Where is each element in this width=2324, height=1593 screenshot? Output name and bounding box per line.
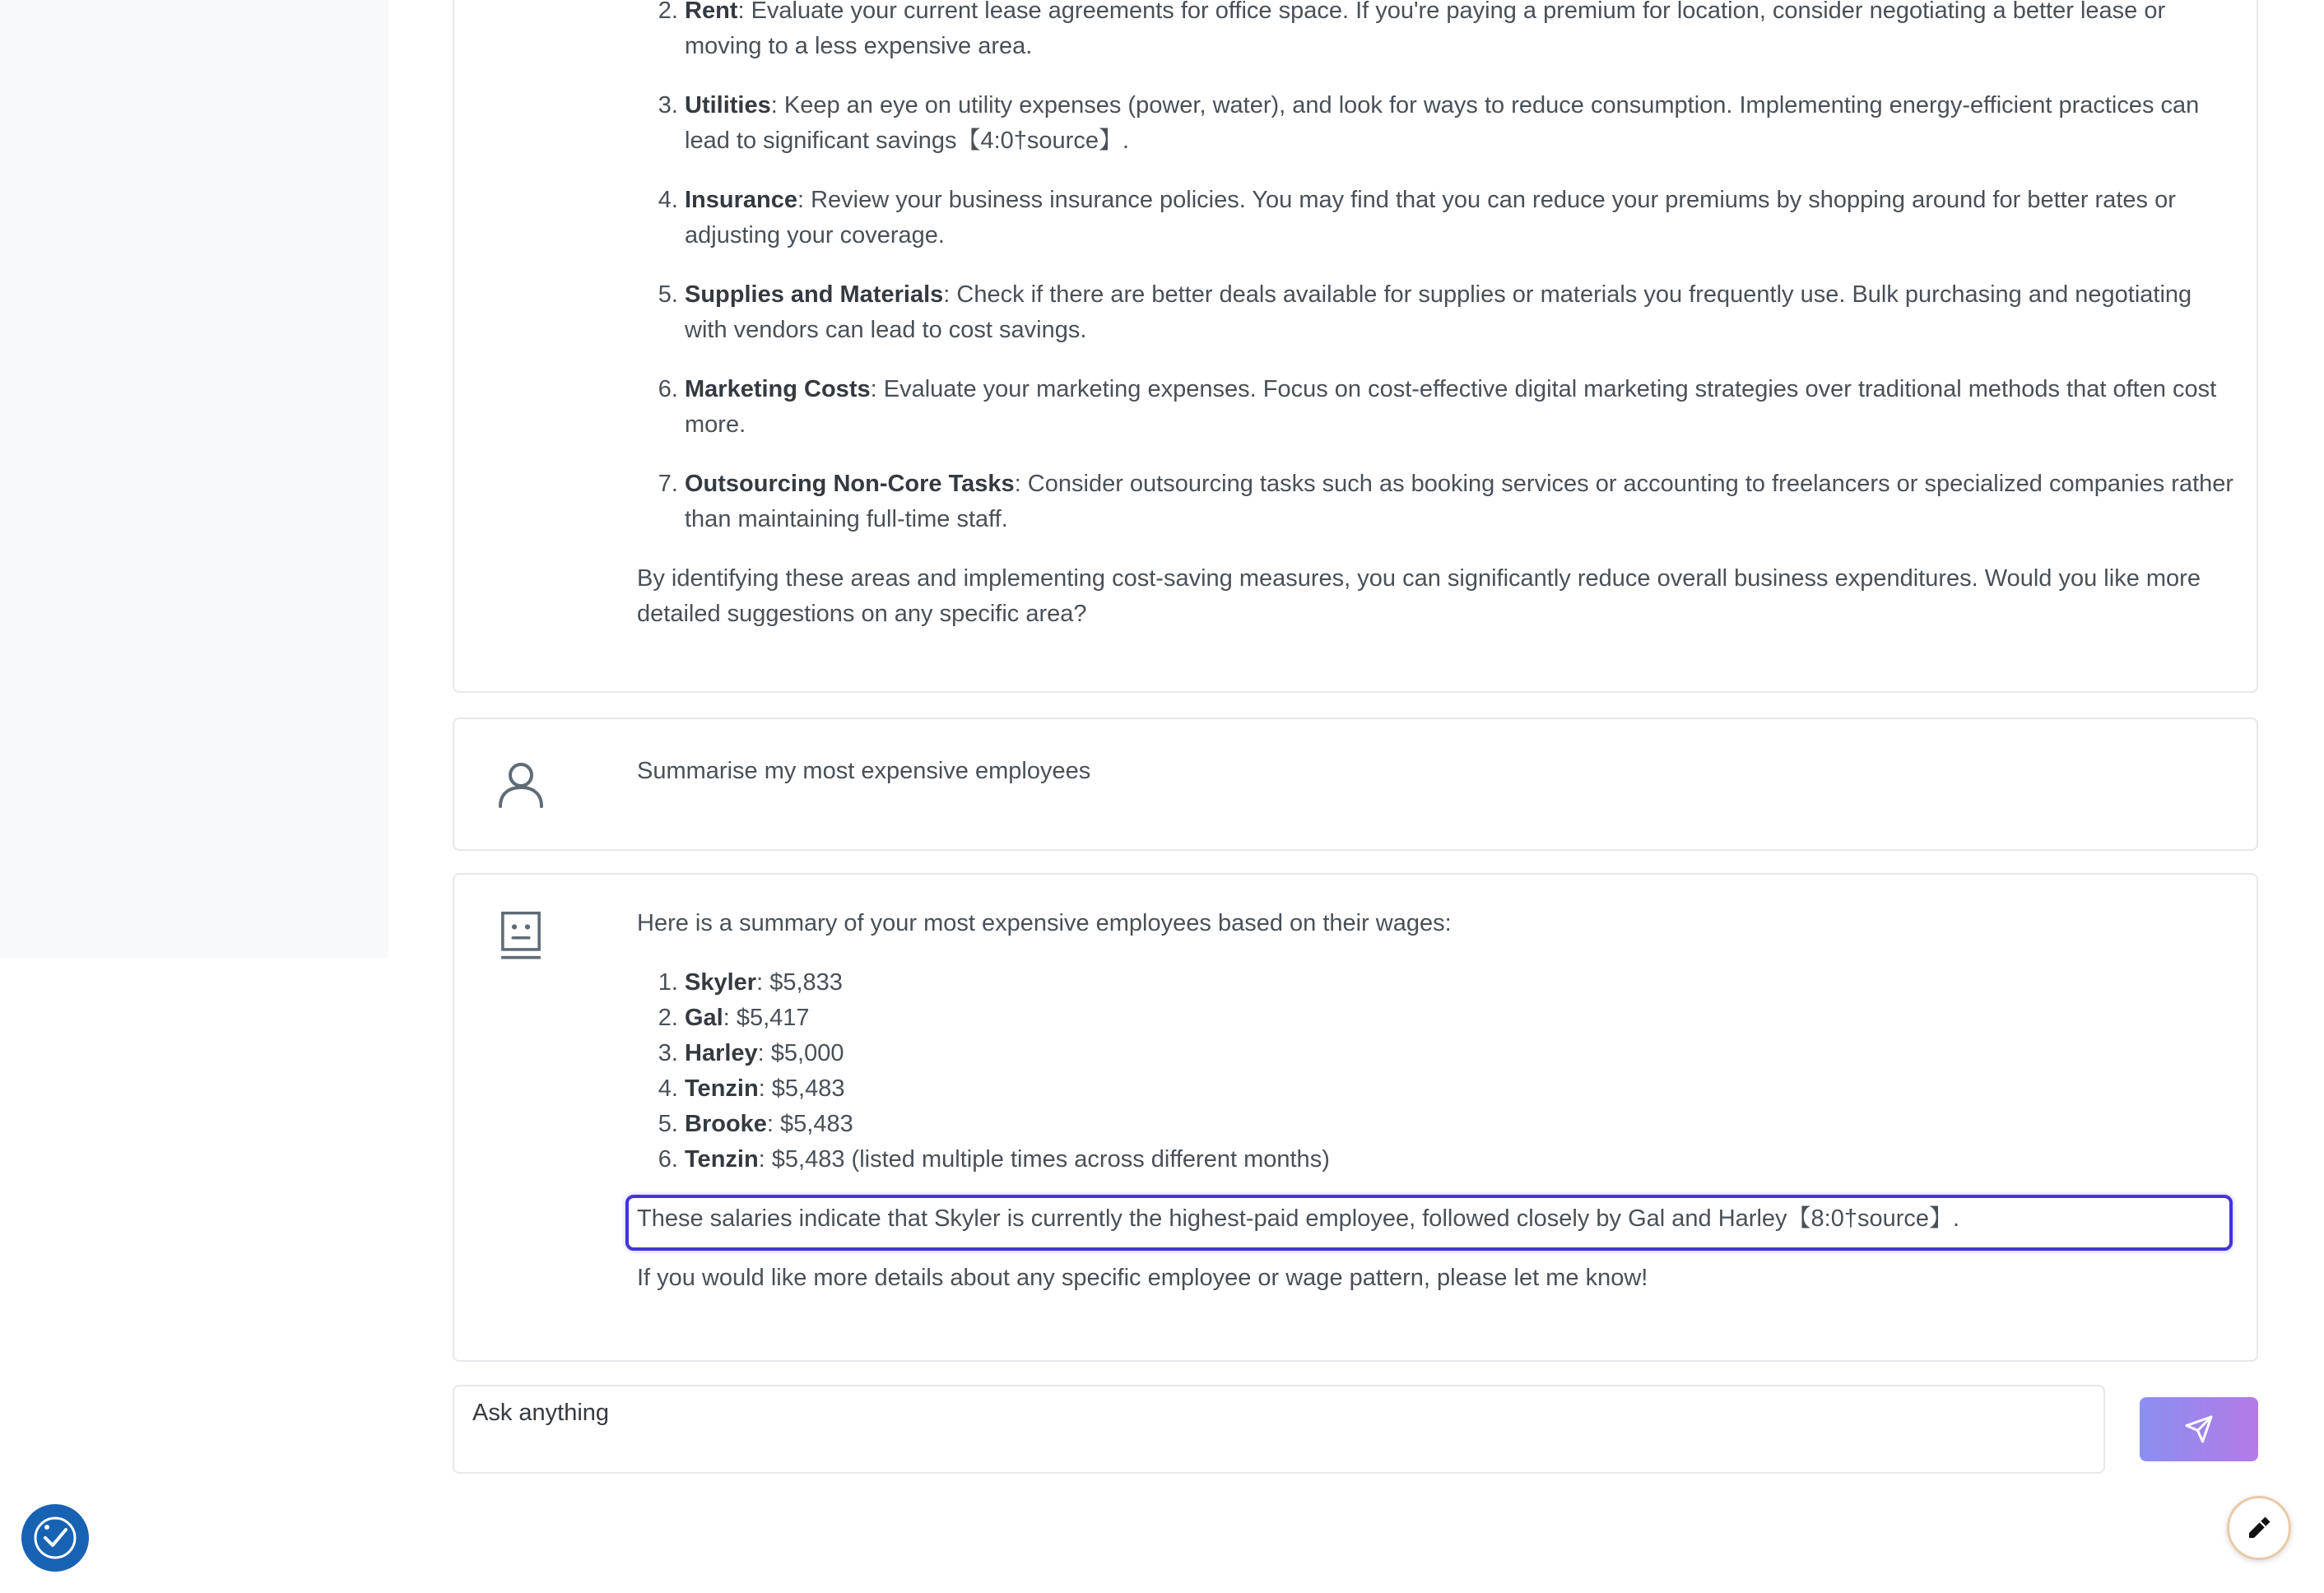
- sidebar: [0, 0, 388, 958]
- user-message-body: [637, 754, 2240, 789]
- accessibility-icon: [30, 1513, 80, 1563]
- cost-areas-list: [637, 0, 2240, 537]
- list-item: 6. Marketing Costs: Evaluate your marketing expenses. Focus on cost-effective digital marketing strategies over traditional methods that often cost more.: [685, 372, 2240, 443]
- list-item: 4. Tenzin: $5,483: [685, 1071, 2240, 1107]
- assistant-message-body: [637, 0, 2240, 632]
- user-avatar-icon: [495, 759, 546, 810]
- list-item: 3. Harley: $5,000: [685, 1036, 2240, 1071]
- list-item: 2. Rent: Evaluate your current lease agreements for office space. If you're paying a premium for location, consider negotiating a better lease or moving to a less expensive area.: [685, 0, 2240, 64]
- user-message-text: Summarise my most expensive employees: [637, 758, 1091, 784]
- assistant-closing-text: By identifying these areas and implementing cost-saving measures, you can significantly reduce overall business expenditures. Would you like more detailed suggestions on any specific area?: [637, 565, 2201, 627]
- assistant-message-card: [453, 873, 2258, 1362]
- tool-icon: [2244, 1513, 2274, 1543]
- accessibility-button[interactable]: [21, 1504, 89, 1572]
- selection-highlight: [625, 1195, 2233, 1251]
- bot-avatar-icon: [495, 911, 546, 962]
- list-item: 6. Tenzin: $5,483 (listed multiple times across different months): [685, 1142, 2240, 1177]
- highlighted-paragraph[interactable]: These salaries indicate that Skyler is currently the highest-paid employee, followed closely by Gal and Harley【8:0†source】.: [637, 1205, 1960, 1232]
- assistant-intro-text: Here is a summary of your most expensive employees based on their wages:: [637, 910, 1452, 936]
- employee-list: [637, 965, 2240, 1177]
- list-item: 5. Supplies and Materials: Check if there are better deals available for supplies or materials you frequently use. Bulk purchasing and negotiating with vendors can lead to cost savings.: [685, 277, 2240, 348]
- assistant-message-card: [453, 0, 2258, 693]
- list-item: 4. Insurance: Review your business insurance policies. You may find that you can reduce your premiums by shopping around for better rates or adjusting your coverage.: [685, 183, 2240, 253]
- list-item: 5. Brooke: $5,483: [685, 1107, 2240, 1142]
- tool-button[interactable]: [2227, 1496, 2291, 1560]
- send-button[interactable]: [2140, 1397, 2258, 1461]
- list-item: 3. Utilities: Keep an eye on utility expenses (power, water), and look for ways to reduce consumption. Implementing energy-efficient practices can lead to significant savings【4:0†source】.: [685, 88, 2240, 159]
- chat-input[interactable]: [453, 1385, 2105, 1474]
- list-item: 7. Outsourcing Non-Core Tasks: Consider outsourcing tasks such as booking services or accounting to freelancers or specialized companies rather than maintaining full-time staff.: [685, 467, 2240, 537]
- assistant-closing-text: If you would like more details about any specific employee or wage pattern, please let me know!: [637, 1265, 1648, 1291]
- send-icon: [2184, 1414, 2214, 1444]
- list-item: 1. Skyler: $5,833: [685, 965, 2240, 1001]
- list-item: 2. Gal: $5,417: [685, 1001, 2240, 1036]
- user-message-card: [453, 718, 2258, 851]
